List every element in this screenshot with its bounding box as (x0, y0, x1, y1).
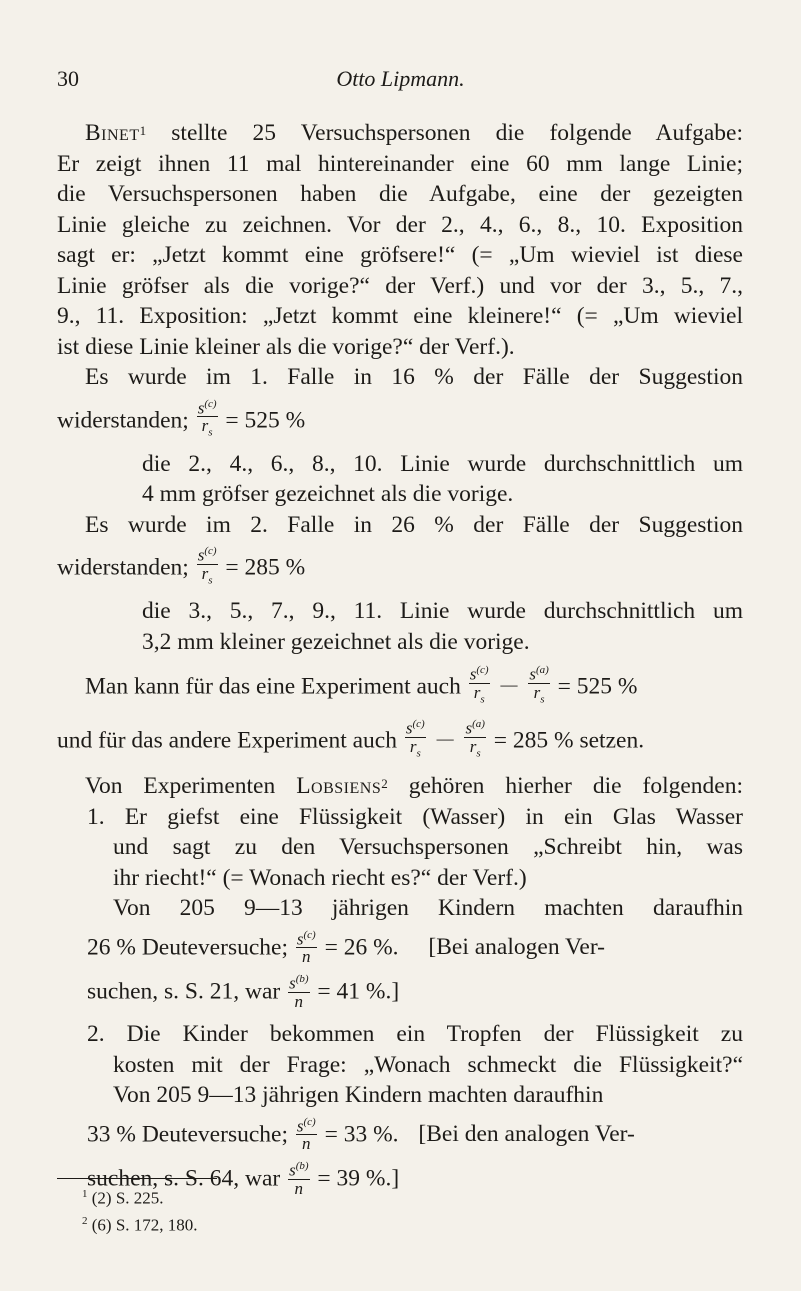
fraction (197, 396, 218, 442)
formula-line (57, 546, 743, 592)
page-header (57, 66, 744, 100)
fraction (296, 927, 317, 966)
superscript: (c) (204, 397, 217, 410)
superscript: (c) (476, 664, 489, 677)
subscript: s (540, 693, 545, 706)
footnote-ref: 2 (381, 776, 388, 792)
value: = 525 % (557, 673, 638, 700)
fraction (296, 1114, 317, 1153)
value: = 41 %.] (317, 979, 400, 1006)
footnotes (82, 1183, 198, 1236)
text-line: Er zeigt ihnen 11 mal hintereinander eine 60 mm lange Linie; (57, 150, 743, 177)
page-number: 30 (57, 66, 79, 91)
footnote-divider (57, 1178, 217, 1179)
text-span: stellte 25 Versuchspersonen die folgende Aufgabe: (146, 120, 743, 146)
fraction (464, 716, 485, 762)
text-span: 33 % Deuteversuche; (87, 1121, 288, 1148)
superscript: (c) (303, 928, 316, 941)
superscript: (b) (295, 973, 309, 986)
superscript: (a) (472, 718, 485, 731)
value: = 525 % (225, 406, 306, 433)
text-line: 9., 11. Exposition: „Jetzt kommt eine kleinere!“ (= „Um wieviel (57, 303, 743, 329)
denominator: r (201, 416, 209, 436)
text-span: suchen, s. S. 64, war (87, 1165, 281, 1192)
text-line: die 3., 5., 7., 9., 11. Linie wurde durchschnittlich um (142, 598, 743, 625)
text-line: Linie gröfser als die vorige?“ der Verf.) und vor der 3., 5., 7., (57, 272, 743, 299)
list-item-line: kosten mit der Frage: „Wonach schmeckt die Flüssigkeit?“ (113, 1051, 743, 1078)
denominator: r (469, 736, 477, 756)
author-name: Lobsiens (296, 773, 382, 800)
value: = 285 % (225, 554, 306, 581)
text-span: Von Experimenten (85, 773, 276, 800)
text-line: Es wurde im 2. Falle in 26 % der Fälle der Suggestion (85, 511, 743, 538)
text-span: 26 % Deuteversuche; (87, 934, 288, 961)
formula-line (57, 665, 743, 711)
numerator: s (197, 545, 205, 565)
subscript: s (416, 747, 421, 760)
author-name: Binet (85, 120, 140, 146)
fraction (288, 1158, 309, 1197)
superscript: (b) (295, 1160, 309, 1173)
subscript: s (208, 426, 213, 439)
numerator: s (405, 718, 413, 738)
subscript: s (480, 693, 485, 706)
superscript: (c) (204, 545, 217, 558)
denominator: r (533, 682, 541, 702)
formula-line (57, 1117, 743, 1156)
text-span: widerstanden; (57, 554, 189, 581)
list-item-line: 2. Die Kinder bekommen ein Tropfen der Flüssigkeit zu (87, 1021, 743, 1047)
denominator: n (294, 1178, 304, 1198)
fraction (405, 716, 426, 762)
numerator: s (289, 974, 296, 993)
text-line: sagt er: „Jetzt kommt eine gröfsere!“ (= „Um wieviel ist diese (57, 242, 743, 268)
numerator: s (296, 1116, 304, 1136)
list-item-line: ihr riecht!“ (= Wonach riecht es?“ der Verf.) (113, 864, 527, 891)
text-span: Man kann für das eine Experiment auch (85, 673, 461, 700)
text-line (57, 118, 743, 149)
footnote-ref: 1 (139, 123, 147, 138)
formula-line (57, 719, 743, 765)
list-item-line: Von 205 9—13 jährigen Kindern machten daraufhin (113, 895, 743, 922)
footnote-text: (6) S. 172, 180. (91, 1215, 198, 1235)
denominator: n (302, 1134, 311, 1154)
numerator: s (465, 718, 473, 738)
text-line: 3,2 mm kleiner gezeichnet als die vorige. (142, 628, 530, 655)
list-item-line: Von 205 9—13 jährigen Kindern machten daraufhin (113, 1082, 604, 1108)
list-item-line: und sagt zu den Versuchspersonen „Schreibt hin, was (113, 834, 743, 861)
numerator: s (529, 664, 536, 684)
numerator: s (469, 664, 477, 684)
text-line: die Versuchspersonen haben die Aufgabe, eine der gezeigten (57, 181, 743, 207)
footnote-mark: 1 (82, 1188, 88, 1200)
formula-line (57, 930, 743, 969)
text-span: setzen. (579, 727, 645, 754)
numerator: s (197, 398, 205, 418)
text-span: gehören hierher die folgenden: (387, 773, 743, 800)
fraction (288, 971, 309, 1010)
denominator: r (473, 682, 481, 702)
text-line: ist diese Linie kleiner als die vorige?“ der Verf.). (57, 333, 515, 360)
fraction (469, 662, 490, 708)
denominator: n (294, 992, 304, 1011)
subscript: s (476, 747, 481, 760)
formula-line (57, 399, 743, 445)
formula-line (57, 974, 743, 1013)
denominator: r (201, 563, 209, 583)
value: = 39 %.] (317, 1165, 400, 1192)
text-line: 4 mm gröfser gezeichnet als die vorige. (142, 481, 514, 508)
denominator: n (302, 947, 311, 967)
text-span: [Bei analogen Ver- (428, 934, 606, 961)
footnote (82, 1183, 198, 1210)
superscript: (c) (412, 718, 425, 731)
list-item-line: 1. Er giefst eine Flüssigkeit (Wasser) in ein Glas Wasser (87, 803, 743, 830)
footnote (82, 1210, 198, 1237)
minus-sign: — (436, 728, 454, 748)
footnote-mark: 2 (82, 1214, 88, 1227)
fraction (528, 662, 549, 708)
text-line (57, 771, 743, 802)
value: = 26 %. (324, 934, 399, 961)
text-span: [Bei den analogen Ver- (418, 1121, 635, 1148)
value: = 33 %. (324, 1121, 399, 1148)
subscript: s (208, 574, 213, 587)
denominator: r (409, 736, 417, 756)
numerator: s (289, 1160, 296, 1180)
text-line: die 2., 4., 6., 8., 10. Linie wurde durchschnittlich um (142, 450, 743, 477)
text-line: Es wurde im 1. Falle in 16 % der Fälle der Suggestion (85, 364, 743, 390)
text-span: widerstanden; (57, 406, 189, 433)
text-line: Linie gleiche zu zeichnen. Vor der 2., 4., 6., 8., 10. Exposition (57, 211, 743, 238)
superscript: (a) (535, 664, 549, 677)
superscript: (c) (303, 1115, 316, 1128)
numerator: s (296, 929, 304, 949)
running-title: Otto Lipmann. (336, 66, 465, 91)
text-span: suchen, s. S. 21, war (87, 979, 281, 1006)
page-body (57, 118, 743, 1200)
fraction (197, 543, 218, 589)
minus-sign: — (500, 674, 518, 694)
text-span: und für das andere Experiment auch (57, 727, 397, 754)
value: = 285 % (493, 727, 574, 754)
footnote-text: (2) S. 225. (91, 1188, 164, 1208)
